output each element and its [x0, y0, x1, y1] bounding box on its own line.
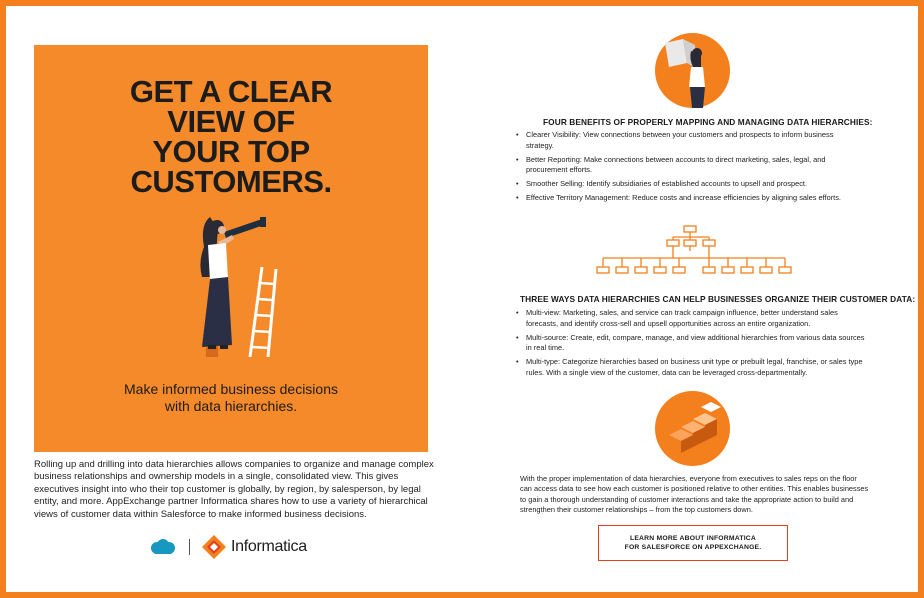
informatica-wordmark: Informatica — [231, 538, 307, 555]
four-benefits-list — [516, 130, 861, 207]
hero-title: GET A CLEAR VIEW OF YOUR TOP CUSTOMERS. — [129, 74, 333, 199]
list-item: • Clearer Visibility: View connections between your customers and prospects to inform business strategy. — [516, 130, 861, 151]
list-item: • Smoother Selling: Identify subsidiaries of established accounts to upsell and prospect. — [516, 179, 861, 190]
list-item: • Effective Territory Management: Reduce costs and increase efficiencies by aligning sales efforts. — [516, 193, 861, 204]
learn-more-button[interactable]: LEARN MORE ABOUT INFORMATICA FOR SALESFORCE ON APPEXCHANGE. — [598, 525, 788, 561]
list-item: • Multi-source: Create, edit, compare, manage, and view additional hierarchies from various data sources in real time. — [516, 333, 866, 354]
informatica-logo[interactable] — [201, 534, 227, 560]
list-item: • Multi-view: Marketing, sales, and service can track campaign influence, better understand sales forecasts, and identify cross-sell and upsell opportunities across an entire organization. — [516, 308, 866, 329]
partner-logos — [149, 534, 319, 560]
four-benefits-heading: FOUR BENEFITS OF PROPERLY MAPPING AND MANAGING DATA HIERARCHIES: — [543, 117, 873, 127]
salesforce-cloud-logo[interactable] — [149, 538, 177, 556]
woman-reading-icon — [655, 33, 730, 108]
intro-paragraph: Rolling up and drilling into data hierarchies allows companies to organize and manage complex business relationships and ownership models in a single, consolidated view. This gives executives insight into who their top customer is globally, by region, by salesperson, by legal entity, and more. AppExchange partner Informatica shares how to use a variety of hierarchical views of customer data within Salesforce to make informed business decisions. — [34, 459, 434, 520]
hero-caption: Make informed business decisions with data hierarchies. — [124, 381, 338, 414]
logo-divider — [189, 539, 190, 555]
list-item: • Better Reporting: Make connections between accounts to direct marketing, sales, legal, and procurement efforts. — [516, 155, 861, 176]
org-chart-icon — [596, 225, 792, 277]
three-ways-heading: THREE WAYS DATA HIERARCHIES CAN HELP BUSINESSES ORGANIZE THEIR CUSTOMER DATA: — [520, 294, 916, 304]
three-ways-list — [516, 308, 866, 382]
steps-icon — [655, 391, 730, 466]
closing-paragraph: With the proper implementation of data hierarchies, everyone from executives to sales reps on the floor can access data to see how each customer is positioned relative to other entities. This enables businesses to gain a thorough understanding of customer interactions and take the appropriate action to build and strengthen their customer relationships – from the top customers down. — [520, 474, 869, 515]
woman-telescope-ladder-illustration — [174, 207, 294, 357]
hero-panel — [34, 45, 428, 452]
list-item: • Multi-type: Categorize hierarchies based on business unit type or prebuilt legal, franchise, or sales type rules. With a single view of the customer, data can be leveraged cross-departmentally. — [516, 357, 866, 378]
